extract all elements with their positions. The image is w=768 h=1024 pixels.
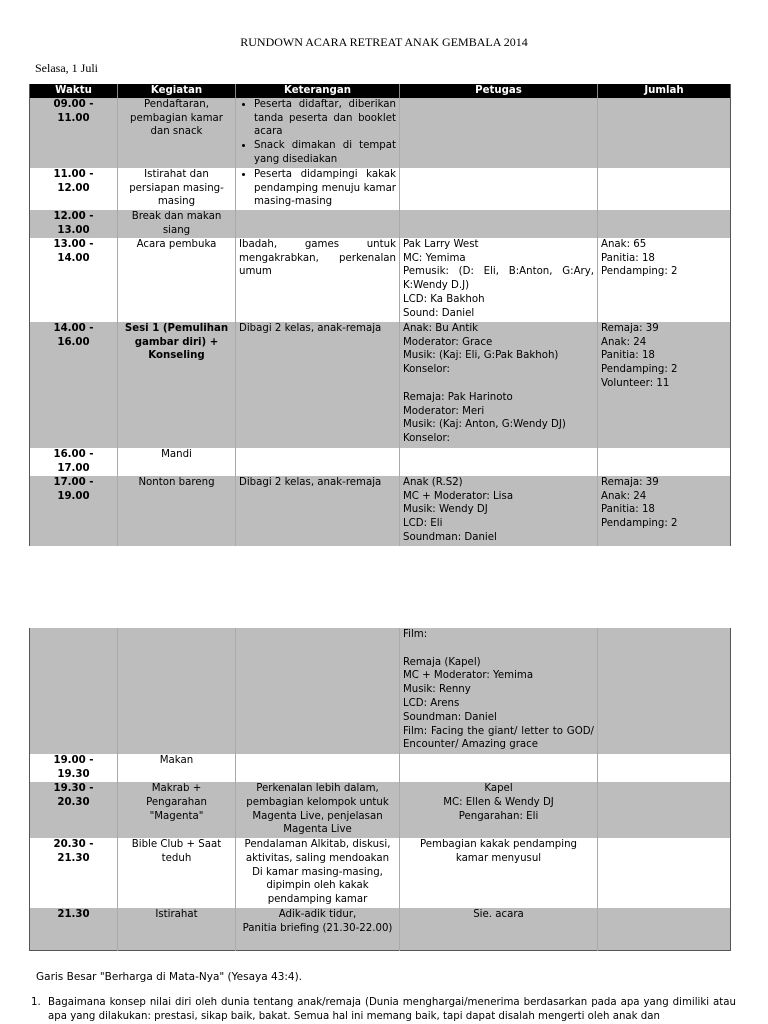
cell-time: 14.00 - 16.00 [30, 322, 118, 448]
table-row [30, 754, 731, 782]
cell-time: 20.30 - 21.30 [30, 838, 118, 908]
cell-jml [598, 448, 731, 476]
cell-time: 19.00 - 19.30 [30, 754, 118, 782]
cell-jml [598, 98, 731, 168]
cell-act: Nonton bareng [118, 476, 236, 546]
table-row [30, 476, 731, 546]
header-jumlah: Jumlah [598, 84, 731, 98]
cell-ket: Dibagi 2 kelas, anak-remaja [236, 476, 400, 546]
document-date: Selasa, 1 Juli [35, 61, 98, 75]
cell-jml: Remaja: 39 Anak: 24 Panitia: 18 Pendamping: 2 [598, 476, 731, 546]
cell-pet: Pembagian kakak pendamping kamar menyusul [400, 838, 598, 908]
rundown-table-page1 [29, 84, 731, 546]
cell-ket: Ibadah, games untuk mengakrabkan, perkenalan umum [236, 238, 400, 322]
cell-time: 17.00 - 19.00 [30, 476, 118, 546]
bullet-item: • Snack dimakan di tempat yang disediakan [254, 139, 396, 167]
cell-act: Sesi 1 (Pemulihan gambar diri) + Konseling [118, 322, 236, 448]
cell-time: 21.30 [30, 908, 118, 950]
table-row [30, 210, 731, 238]
header-kegiatan: Kegiatan [118, 84, 236, 98]
cell-jml: Anak: 65 Panitia: 18 Pendamping: 2 [598, 238, 731, 322]
table-row [30, 98, 731, 168]
cell-act: Istirahat dan persiapan masing-masing [118, 168, 236, 210]
cell-act: Mandi [118, 448, 236, 476]
cell-pet [400, 754, 598, 782]
cell-pet: Anak: Bu Antik Moderator: Grace Musik: (Kaj: Eli, G:Pak Bakhoh) Konselor: Remaja: Pak Harinoto Moderator: Meri Musik: (Kaj: Anton, G:Wendy DJ) Konselor: [400, 322, 598, 448]
cell-act: Bible Club + Saat teduh [118, 838, 236, 908]
cell-act: Pendaftaran, pembagian kamar dan snack [118, 98, 236, 168]
cell-ket [236, 168, 400, 210]
cell-pet: Anak (R.S2) MC + Moderator: Lisa Musik: Wendy DJ LCD: Eli Soundman: Daniel [400, 476, 598, 546]
rundown-table-page2 [29, 628, 731, 951]
cell-jml [598, 628, 731, 754]
cell-pet [400, 210, 598, 238]
list-text: Bagaimana konsep nilai diri oleh dunia tentang anak/remaja (Dunia menghargai/menerima berdasarkan pada apa yang dimiliki atau apa yang dilakukan: prestasi, sikap baik, bakat. Semua hal ini memang baik, tapi dapat disalah mengerti oleh anak dan [48, 997, 736, 1022]
cell-pet: Film: Remaja (Kapel) MC + Moderator: Yemima Musik: Renny LCD: Arens Soundman: Daniel Film: Facing the giant/ letter to GOD/ Encounter/ Amazing grace [400, 628, 598, 754]
cell-ket [236, 210, 400, 238]
cell-jml [598, 908, 731, 950]
cell-time: 19.30 - 20.30 [30, 782, 118, 838]
header-petugas: Petugas [400, 84, 598, 98]
cell-jml [598, 210, 731, 238]
table-row [30, 168, 731, 210]
cell-time: 11.00 - 12.00 [30, 168, 118, 210]
table-row [30, 448, 731, 476]
cell-time [30, 628, 118, 754]
cell-time: 13.00 - 14.00 [30, 238, 118, 322]
cell-ket [236, 628, 400, 754]
cell-jml: Remaja: 39 Anak: 24 Panitia: 18 Pendamping: 2 Volunteer: 11 [598, 322, 731, 448]
outline-note: Garis Besar "Berharga di Mata-Nya" (Yesaya 43:4). [36, 971, 303, 983]
table-row [30, 838, 731, 908]
cell-time: 09.00 - 11.00 [30, 98, 118, 168]
cell-ket [236, 448, 400, 476]
table-row [30, 238, 731, 322]
cell-ket: Pendalaman Alkitab, diskusi, aktivitas, saling mendoakan Di kamar masing-masing, dipimpin oleh kakak pendamping kamar [236, 838, 400, 908]
cell-ket: Adik-adik tidur, Panitia briefing (21.30-22.00) [236, 908, 400, 950]
cell-act: Makan [118, 754, 236, 782]
cell-ket: Dibagi 2 kelas, anak-remaja [236, 322, 400, 448]
document-title: RUNDOWN ACARA RETREAT ANAK GEMBALA 2014 [240, 35, 528, 49]
cell-time: 16.00 - 17.00 [30, 448, 118, 476]
cell-act: Break dan makan siang [118, 210, 236, 238]
cell-jml [598, 754, 731, 782]
cell-ket: Perkenalan lebih dalam, pembagian kelompok untuk Magenta Live, penjelasan Magenta Live [236, 782, 400, 838]
bullet-list [239, 98, 396, 167]
cell-pet [400, 98, 598, 168]
cell-jml [598, 838, 731, 908]
bullet-item: • Peserta didampingi kakak pendamping menuju kamar masing-masing [254, 168, 396, 209]
cell-act: Makrab + Pengarahan "Magenta" [118, 782, 236, 838]
cell-act [118, 628, 236, 754]
table-row [30, 322, 731, 448]
bullet-list [239, 168, 396, 209]
cell-jml [598, 782, 731, 838]
cell-time: 12.00 - 13.00 [30, 210, 118, 238]
cell-pet: Kapel MC: Ellen & Wendy DJ Pengarahan: Eli [400, 782, 598, 838]
table-row [30, 782, 731, 838]
table-row [30, 628, 731, 754]
bullet-item: • Peserta didaftar, diberikan tanda peserta dan booklet acara [254, 98, 396, 139]
cell-pet [400, 168, 598, 210]
cell-pet: Pak Larry West MC: Yemima Pemusik: (D: Eli, B:Anton, G:Ary, K:Wendy D.J) LCD: Ka Bakhoh Sound: Daniel [400, 238, 598, 322]
header-keterangan: Keterangan [236, 84, 400, 98]
cell-ket [236, 754, 400, 782]
cell-ket [236, 98, 400, 168]
cell-act: Istirahat [118, 908, 236, 950]
cell-pet: Sie. acara [400, 908, 598, 950]
cell-pet [400, 448, 598, 476]
header-waktu: Waktu [30, 84, 118, 98]
cell-jml [598, 168, 731, 210]
list-number: 1. [31, 997, 41, 1008]
numbered-list-item [31, 996, 736, 1024]
cell-act: Acara pembuka [118, 238, 236, 322]
table-row [30, 908, 731, 950]
